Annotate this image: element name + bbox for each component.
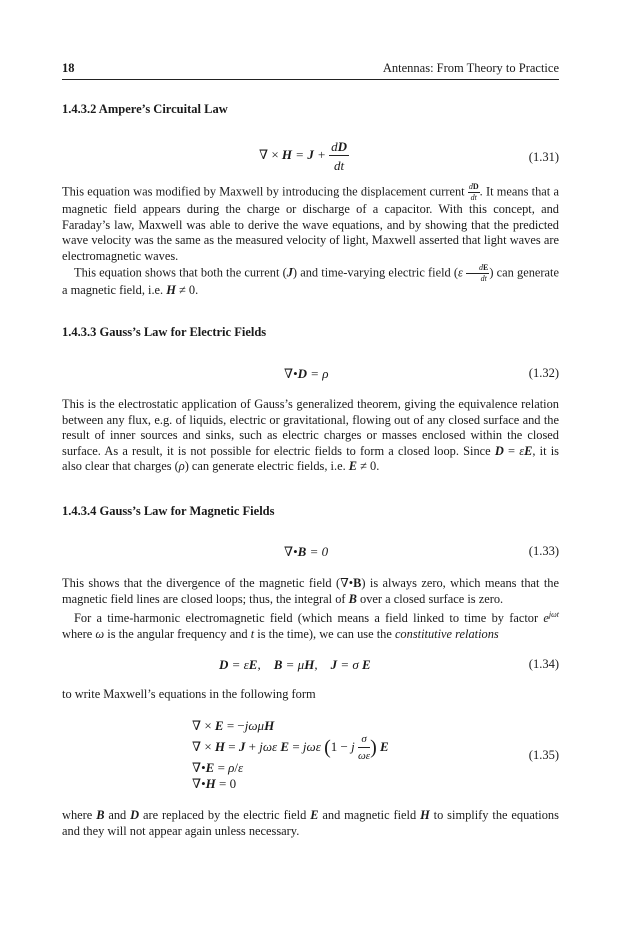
equation-1-31-expr: ∇ × H = J + $\frac{dD}{dt}$ xyxy=(259,139,347,173)
text-run: to simplify the equations and they will not appear again unless necessary. xyxy=(62,808,559,838)
book-title: Antennas: From Theory to Practice xyxy=(382,61,559,75)
equation-line: ∇•H = 0 xyxy=(192,776,237,791)
text-run: ) is always zero, which means that the magnetic field lines are closed loops; thus, the integral of xyxy=(62,576,559,606)
equation-line: ∇•E = ρ/ε xyxy=(192,760,244,775)
text-run: are replaced by the electric field xyxy=(143,808,307,822)
text-run: This is the electrostatic application of Gauss’s generalized theorem, giving the equivalence relation between any flux, e.g. of liquids, electric or gravitational, flowing out of any closed surface and the result of inner sources and sinks, such as electric charges or masses enclosed within the closed surface. As a result, it is not possible for electric fields to form a closed loop. Since xyxy=(62,397,559,458)
text-run: This equation was modified by Maxwell by introducing the displacement current xyxy=(62,184,465,199)
text-run: ) and time-varying electric field ( xyxy=(292,265,458,280)
text-run: ) can generate electric fields, i.e. xyxy=(184,459,346,473)
section-heading-gauss-magnetic: 1.4.3.4 Gauss’s Law for Magnetic Fields xyxy=(62,504,275,518)
text-run: ) can generate a magnetic field, i.e. xyxy=(62,265,559,297)
equation-1-33-expr: ∇•B = 0 xyxy=(284,544,329,559)
paragraph-gauss-magnetic: This shows that the divergence of the magnetic field (∇•B) is always zero, which means that the magnetic field lines are closed loops; thus, the integral of B over a closed surface is zero. For a time-harmonic electromagnetic field (which means a field linked to time by factor $e^{j\omega t}$ where ω is the angular frequency and t is the time), we can use the constitutive relations xyxy=(62,576,559,641)
section-heading-ampere: 1.4.3.2 Ampere’s Circuital Law xyxy=(62,102,228,116)
text-run: where xyxy=(62,626,93,641)
text-run: , it is also clear that charges ( xyxy=(62,443,559,473)
section-heading-gauss-electric: 1.4.3.3 Gauss’s Law for Electric Fields xyxy=(62,325,267,339)
text-run: For a time-harmonic electromagnetic field (which means a field linked to time by factor xyxy=(74,611,539,626)
equation-number: (1.34) xyxy=(528,657,559,671)
text-run: is the angular frequency and xyxy=(107,626,248,641)
paragraph-gauss-electric: This is the electrostatic application of Gauss’s generalized theorem, giving the equivalence relation between any flux, e.g. of liquids, electric or gravitational, flowing out of any closed surface and the result of inner sources and sinks, such as electric charges or masses enclosed within the closed surface. As a result, it is not possible for electric fields to form a closed loop. Since D = εE, it is also clear that charges (ρ) can generate electric fields, i.e. E ≠ 0. xyxy=(62,397,559,473)
text-run: This equation shows that both the current ( xyxy=(74,265,287,280)
equation-line: ∇ × H = J + jωε E = jωε (1 − j $\frac{\sigma}{\omega\varepsilon}$ ) E xyxy=(192,733,389,762)
text-run: constitutive relations xyxy=(394,626,499,641)
text-run: is the time), we can use the xyxy=(257,626,392,641)
text-run: where xyxy=(62,808,93,822)
page-number: 18 xyxy=(62,61,75,75)
text-run: . It means that a magnetic field appears during the charge or discharge of a capacitor. With this concept, and Faraday’s law, Maxwell was able to derive the wave equations, and by showing that the predicted wave velocity was the same as the measured velocity of light, Maxwell asserted that light waves are electromagnetic waves. xyxy=(62,184,559,263)
text-run: and xyxy=(108,808,127,822)
equation-number: (1.32) xyxy=(528,366,559,380)
equation-number: (1.31) xyxy=(528,150,559,164)
paragraph-closing: where B and D are replaced by the electric field E and magnetic field H to simplify the equations and they will not appear again unless necessary. xyxy=(62,808,559,838)
equation-number: (1.35) xyxy=(528,748,559,762)
equation-1-35 xyxy=(192,718,389,792)
text-run: This shows that the divergence of the magnetic field (∇• xyxy=(62,576,354,590)
running-header xyxy=(62,59,559,80)
equation-number: (1.33) xyxy=(528,544,559,558)
text-run: over a closed surface is zero. xyxy=(360,591,504,606)
equation-1-34-expr: D = εE, B = μH, J = σ E xyxy=(219,657,371,672)
text-run: to write Maxwell’s equations in the following form xyxy=(62,687,316,701)
text-run: and magnetic field xyxy=(322,808,417,822)
equation-1-32-expr: ∇•D = ρ xyxy=(284,366,329,381)
paragraph-ampere: This equation was modified by Maxwell by introducing the displacement current $\frac{dD}{dt}$ . It means that a magnetic field appears during the charge or discharge of a capacitor. With this concept, and Faraday’s law, Maxwell was able to derive the wave equations, and by showing that the predicted wave velocity was the same as the measured velocity of light, Maxwell asserted that light waves are electromagnetic waves. This equation shows that both the current (J) and time-varying electric field (ε $\frac{dE}{dt}$ ) can generate a magnetic field, i.e. H ≠ 0. xyxy=(62,182,559,297)
paragraph-maxwell-form xyxy=(62,687,559,703)
equation-line: ∇ × E = −jωμH xyxy=(192,718,275,733)
